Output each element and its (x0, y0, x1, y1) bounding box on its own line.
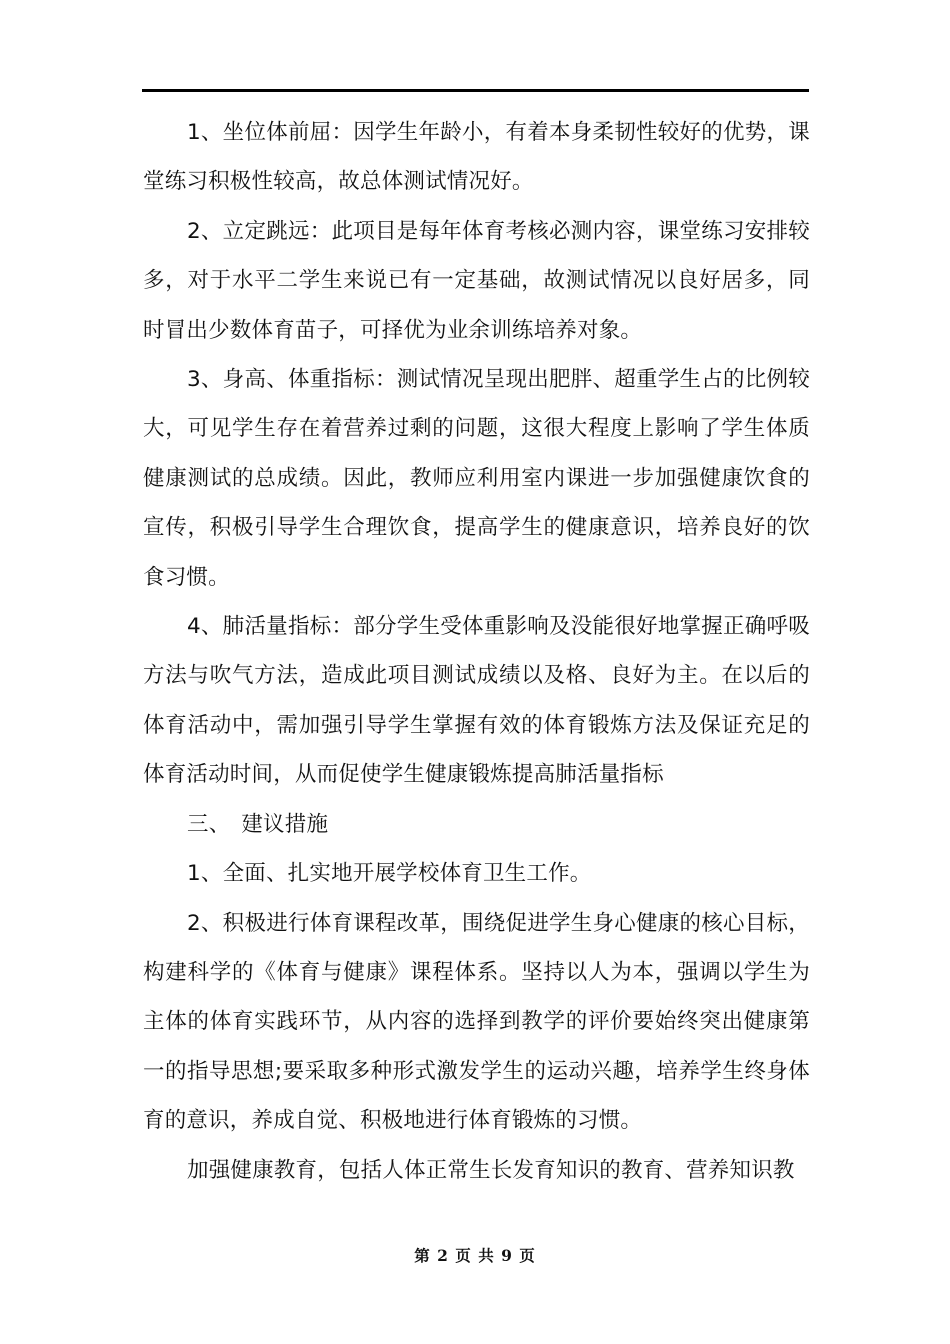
section-heading-suggestions: 三、 建议措施 (187, 811, 329, 837)
paragraph-lung-capacity: 4、肺活量指标：部分学生受体重影响及没能很好地掌握正确呼吸方法与吹气方法，造成此项目测试成绩以及格、良好为主。在以后的体育活动中，需加强引导学生掌握有效的体育锻炼方法及保证充足的体育活动时间，从而促使学生健康锻炼提高肺活量指标 (143, 614, 810, 788)
page-number: 第 2 页 共 9 页 (414, 1246, 536, 1265)
paragraph-standing-long-jump: 2、立定跳远：此项目是每年体育考核必测内容，课堂练习安排较多，对于水平二学生来说已有一定基础，故测试情况以良好居多，同时冒出少数体育苗子，可择优为业余训练培养对象。 (143, 218, 810, 343)
document-body (143, 108, 810, 1195)
header-rule (142, 89, 809, 92)
paragraph-health-education: 加强健康教育，包括人体正常生长发育知识的教育、营养知识教 (187, 1157, 795, 1183)
paragraph-height-weight: 3、身高、体重指标：测试情况呈现出肥胖、超重学生占的比例较大，可见学生存在着营养过剩的问题，这很大程度上影响了学生体质健康测试的总成绩。因此，教师应利用室内课进一步加强健康饮食的宣传，积极引导学生合理饮食，提高学生的健康意识，培养良好的饮食习惯。 (143, 367, 810, 590)
paragraph-sit-and-reach: 1、坐位体前屈：因学生年龄小，有着本身柔韧性较好的优势，课堂练习积极性较高，故总体测试情况好。 (143, 120, 810, 195)
paragraph-suggestion-2: 2、积极进行体育课程改革，围绕促进学生身心健康的核心目标，构建科学的《体育与健康》课程体系。坚持以人为本，强调以学生为主体的体育实践环节，从内容的选择到教学的评价要始终突出健康第一的指导思想;要采取多种形式激发学生的运动兴趣，培养学生终身体育的意识，养成自觉、积极地进行体育锻炼的习惯。 (143, 910, 810, 1134)
paragraph-suggestion-1: 1、全面、扎实地开展学校体育卫生工作。 (187, 861, 592, 887)
